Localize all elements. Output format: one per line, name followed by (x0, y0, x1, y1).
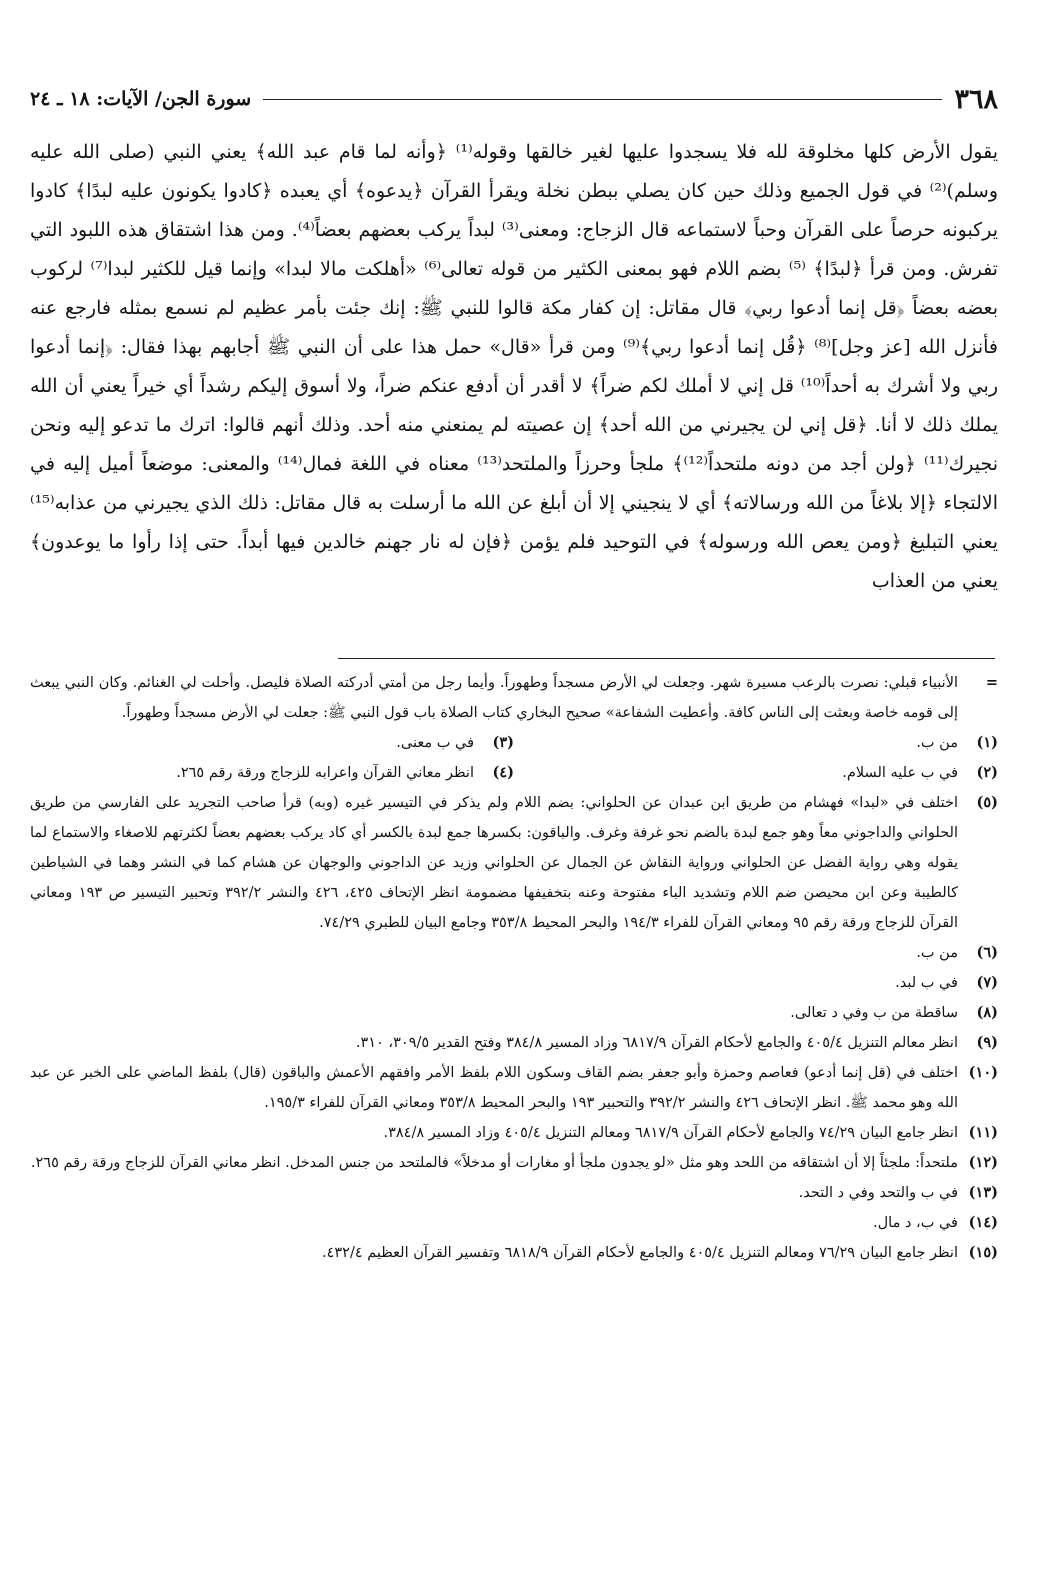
footnote-9 (30, 1028, 998, 1058)
footnote-row (30, 728, 998, 758)
footnote-1 (514, 728, 998, 758)
running-title: سورة الجن/ الآيات: ١٨ ـ ٢٤ (30, 88, 252, 110)
footnote-text: من ب. (916, 735, 958, 751)
footnote-label: (٤) (492, 764, 514, 781)
footnote-text: اختلف في «لبدا» فهشام من طريق ابن عبدان عن الحلواني: بضم اللام ولم يذكر في التيسير غيره (وبه) قرأ صاحب التجريد على الفارسي من طريق الحلواني والداجوني معاً وهو جمع لبدة بالضم نحو غرفة وغرف. والباقون: بكسرها جمع لبدة بالكسر أي كاد يركب بعضهم بعضاً لكثرتهم للاصغاء والاستماع لما يقوله وهي رواية الفضل عن الحلواني ورواية النقاش عن الجمال عن الحلواني وزيد عن الداجوني والوجهان عن هشام كما في النشر وهما في الشياطين كالطيبة وعن ابن محيصن ضم اللام وتشديد الباء مفتوحة وعنه بتخفيفها مضمومة انظر الإتحاف ٤٢٥، ٤٢٦ والنشر ٣٩٢/٢ وتحبير التيسير ص ١٩٣ ومعاني القرآن للزجاج ورقة رقم ٩٥ ومعاني القرآن للفراء ١٩٤/٣ والبحر المحيط ٣٥٣/٨ وجامع البيان للطبري ٧٤/٢٩. (30, 795, 959, 931)
footnote-text: من ب. (916, 945, 958, 961)
footnote-2 (514, 758, 998, 788)
footnote-label: (١٤) (968, 1214, 998, 1231)
footnote-13 (30, 1178, 998, 1208)
footnote-label: (٧) (976, 974, 998, 991)
footnote-text: ملتحداً: ملجئاً إلا أن اشتقاقه من اللحد وهو مثل «لو يجدون ملجأ أو مغارات أو مدخلاً» فالملتحد من جنس المدخل. انظر معاني القرآن للزجاج ورقة رقم ٢٦٥. (30, 1155, 958, 1171)
page-header (30, 82, 998, 116)
footnote-12 (30, 1148, 998, 1178)
footnote-3 (30, 728, 514, 758)
footnote-label: (١١) (968, 1124, 998, 1141)
footnote-label: (٥) (976, 794, 998, 811)
footnote-text: ساقطة من ب وفي د تعالى. (790, 1005, 958, 1021)
main-text: يقول الأرض كلها مخلوقة لله فلا يسجدوا عليها لغير خالقها وقوله⁽¹⁾ ﴿وأنه لما قام عبد الله﴾ يعني النبي (صلى الله عليه وسلم)⁽²⁾ في قول الجميع وذلك حين كان يصلي ببطن نخلة ويقرأ القرآن ﴿يدعوه﴾ أي يعبده ﴿كادوا يكونون عليه لبدًا﴾ كادوا يركبونه حرصاً على القرآن وحباً لاستماعه قال الزجاج: ومعنى⁽³⁾ لبداً يركب بعضهم بعضاً⁽⁴⁾. ومن هذا اشتقاق هذه اللبود التي تفرش. ومن قرأ ﴿لبدًا﴾ ⁽⁵⁾ بضم اللام فهو بمعنى الكثير من قوله تعالى⁽⁶⁾ «أهلكت مالا لبدا» وإنما قيل للكثير لبدا⁽⁷⁾ لركوب بعضه بعضاً ﴿قل إنما أدعوا ربي﴾ قال مقاتل: إن كفار مكة قالوا للنبي ﷺ: إنك جئت بأمر عظيم لم نسمع بمثله فارجع عنه فأنزل الله [عز وجل]⁽⁸⁾ ﴿قُل إنما أدعوا ربي﴾⁽⁹⁾ ومن قرأ «قال» حمل هذا على أن النبي ﷺ أجابهم بهذا فقال: ﴿إنما أدعوا ربي ولا أشرك به أحداً⁽¹⁰⁾ قل إني لا أملك لكم ضراً﴾ لا أقدر أن أدفع عنكم ضراً، ولا أسوق إليكم رشداً أي خيراً يعني أن الله يملك ذلك لا أنا. ﴿قل إني لن يجيرني من الله أحد﴾ إن عصيته لم يمنعني منه أحد. وذلك أنهم قالوا: اترك ما تدعو إليه ونحن نجيرك⁽¹¹⁾ ﴿ولن أجد من دونه ملتحداً⁽¹²⁾﴾ ملجأ وحرزاً والملتحد⁽¹³⁾ معناه في اللغة فمال⁽¹⁴⁾ والمعنى: موضعاً أميل إليه في الالتجاء ﴿إلا بلاغاً من الله ورسالاته﴾ أي لا ينجيني إلا أن أبلغ عن الله ما أرسلت به قال مقاتل: ذلك الذي يجيرني من عذابه⁽¹⁵⁾ يعني التبليغ ﴿ومن يعص الله ورسوله﴾ في التوحيد فلم يؤمن ﴿فإن له نار جهنم خالدين فيها أبداً. حتى إذا رأوا ما يوعدون﴾ يعني من العذاب (30, 141, 999, 592)
footnote-label: (١) (976, 734, 998, 751)
page-number: ٣٦٨ (954, 83, 998, 115)
footnote-text: اختلف في (قل إنما أدعو) فعاصم وحمزة وأبو جعفر بضم القاف وسكون اللام بلفظ الأمر وافقهم الأعمش والباقون (قال) بلفظ الماضي على الخبر عن عبد الله وهو محمد ﷺ. انظر الإتحاف ٤٢٦ والنشر ٣٩٢/٢ والتحبير ١٩٣ والبحر المحيط ٣٥٣/٨ ومعاني القرآن للفراء ١٩٥/٣. (30, 1065, 958, 1111)
footnote-text: انظر معاني القرآن واعرابه للزجاج ورقة رقم ٢٦٥. (176, 765, 474, 781)
footnote-11 (30, 1118, 998, 1148)
footnote-label: = (985, 674, 998, 691)
footnote-text: في ب عليه السلام. (842, 765, 958, 781)
footnote-text: في ب والتحد وفي د التحد. (798, 1185, 958, 1201)
footnote-continuation (30, 668, 998, 728)
footnote-divider (338, 658, 995, 659)
footnote-4 (30, 758, 514, 788)
footnote-5 (30, 788, 998, 938)
footnote-10 (30, 1058, 998, 1118)
footnote-label: (٨) (976, 1004, 998, 1021)
footnote-7 (30, 968, 998, 998)
footnote-label: (١٠) (968, 1064, 998, 1081)
footnote-6 (30, 938, 998, 968)
footnote-label: (٢) (976, 764, 998, 781)
footnote-8 (30, 998, 998, 1028)
footnote-label: (١٣) (968, 1184, 998, 1201)
footnote-15 (30, 1238, 998, 1268)
footnote-text: انظر معالم التنزيل ٤٠٥/٤ والجامع لأحكام القرآن ٦٨١٧/٩ وزاد المسير ٣٨٤/٨ وفتح القدير ٣٠٩/٥، ٣١٠. (355, 1035, 958, 1051)
footnote-text: في ب لبد. (895, 975, 958, 991)
footnote-text: في ب معنى. (396, 735, 474, 751)
header-rule (263, 99, 942, 100)
footnote-text: انظر جامع البيان ٧٤/٢٩ والجامع لأحكام القرآن ٦٨١٧/٩ ومعالم التنزيل ٤٠٥/٤ وزاد المسير ٣٨٤/٨. (383, 1125, 958, 1141)
footnote-row (30, 758, 998, 788)
footnote-text: الأنبياء قبلي: نصرت بالرعب مسيرة شهر. وجعلت لي الأرض مسجداً وطهوراً. وأيما رجل من أمتي أدركته الصلاة فليصل. وأحلت لي الغنائم. وكان النبي يبعث إلى قومه خاصة وبعثت إلى الناس كافة. وأعطيت الشفاعة» صحيح البخاري كتاب الصلاة باب قول النبي ﷺ: جعلت لي الأرض مسجداً وطهوراً. (30, 675, 958, 721)
footnote-14 (30, 1208, 998, 1238)
footnote-label: (٣) (492, 734, 514, 751)
footnote-text: انظر جامع البيان ٧٦/٢٩ ومعالم التنزيل ٤٠٥/٤ والجامع لأحكام القرآن ٦٨١٨/٩ وتفسير القرآن العظيم ٤٣٢/٤. (322, 1245, 958, 1261)
footnote-label: (١٥) (968, 1244, 998, 1261)
footnote-label: (١٢) (968, 1154, 998, 1171)
footnote-text: في ب، د مال. (873, 1215, 958, 1231)
footnote-label: (٦) (976, 944, 998, 961)
footnote-label: (٩) (976, 1034, 998, 1051)
footnotes (30, 668, 998, 1268)
